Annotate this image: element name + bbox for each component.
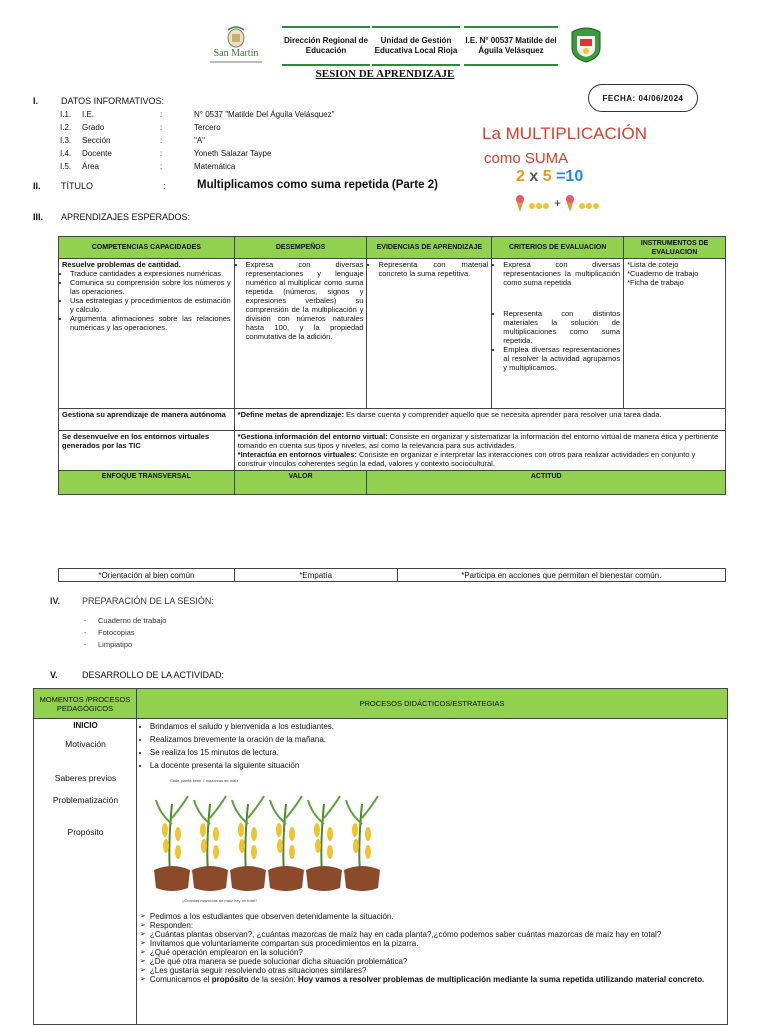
moments-header: MOMENTOS /PROCESOS PEDAGÓGICOS	[34, 689, 137, 719]
san-martin-logo	[206, 24, 266, 68]
moment-saberes: Saberes previos	[54, 773, 117, 783]
list-item: • La docente presenta la siguiente situación	[150, 759, 724, 772]
evidencias-cell	[367, 259, 492, 409]
list-bullet: -	[84, 640, 87, 649]
strategies-cell	[136, 719, 727, 1025]
section-4-title: PREPARACIÓN DE LA SESIÓN:	[82, 596, 214, 606]
multiplication-banner	[476, 118, 666, 218]
instrumento-item: *Ficha de trabajo	[627, 278, 684, 287]
purpose-item	[140, 975, 724, 984]
section-3-title: APRENDIZAJES ESPERADOS:	[61, 212, 191, 222]
tic-text-1: Consiste en organizar y sistematizar la información del entorno virtual de manera ética y pertinente tomando en cuenta sus tipos y niveles, así como la relevancia para sus actividades.	[237, 432, 719, 450]
info-row	[60, 110, 460, 122]
competencias-cell	[59, 259, 235, 409]
step-item: ➢ ¿De qué otra manera se puede solucionar dicha situación problemática?	[140, 957, 724, 966]
capacidades-list	[62, 269, 231, 332]
section-5-number: V.	[50, 670, 58, 680]
info-code: I.3.	[60, 136, 72, 145]
list-item: • Brindamos el saludo y bienvenida a los estudiantes.	[150, 720, 724, 733]
moment-problematizacion: Problematización	[52, 795, 119, 805]
list-item: Limpiatipo	[98, 640, 133, 649]
info-row	[60, 136, 460, 148]
aprendizajes-table	[58, 236, 726, 495]
list-bullet: -	[84, 616, 87, 625]
ice-cream-icons	[512, 194, 612, 214]
info-value: Tercero	[194, 123, 221, 132]
enfoque-header: ENFOQUE TRANSVERSAL	[59, 471, 235, 495]
section-1-heading	[33, 96, 233, 108]
purpose-prefix: Comunicamos el	[149, 975, 212, 984]
moment-proposito: Propósito	[67, 827, 104, 837]
section-2-heading	[33, 179, 473, 195]
capacidad-item: • Usa estrategias y procedimientos de estimación y cálculo.	[70, 296, 231, 314]
autonoma-bold: *Define metas de aprendizaje:	[237, 410, 344, 419]
info-row	[60, 149, 460, 161]
list-item: Cuaderno de trabajo	[98, 616, 167, 625]
info-code: I.5.	[60, 162, 72, 171]
banner-line2: como SUMA	[484, 150, 569, 167]
purpose-bold-2: Hoy vamos a resolver problemas de multiplicación mediante la suma repetida utilizando material concreto.	[297, 975, 705, 984]
section-3-heading	[33, 212, 293, 224]
list-bullet: -	[84, 628, 87, 637]
criterio-item: • Expresa con diversas representaciones la multiplicación como suma repetida	[503, 260, 620, 287]
banner-expr-a: 2	[516, 168, 525, 185]
autonoma-label-cell: Gestiona su aprendizaje de manera autónoma	[59, 409, 235, 431]
info-value: "A"	[194, 136, 206, 145]
actitud-value: *Participa en acciones que permitan el bienestar común.	[397, 569, 725, 582]
list-item: Fotocopias	[98, 628, 135, 637]
desempenos-cell	[234, 259, 367, 409]
banner-plus: +	[554, 196, 562, 210]
info-sep: :	[160, 162, 163, 171]
banner-expr-eq: =10	[556, 168, 584, 185]
preparation-list	[84, 616, 284, 652]
steps-list	[140, 912, 724, 984]
col-header-evidencias: EVIDENCIAS DE APRENDIZAJE	[367, 237, 492, 259]
section-2-sep: :	[163, 181, 166, 191]
list-item: • Realizamos brevemente la oración de la mañana.	[150, 733, 724, 746]
inicio-bullets	[140, 720, 724, 772]
col-header-competencias: COMPETENCIAS CAPACIDADES	[59, 237, 235, 259]
capacidad-item: • Comunica su comprensión sobre los números y las operaciones.	[70, 278, 231, 296]
info-value: N° 0537 "Matilde Del Águila Velásquez"	[194, 110, 335, 119]
capacidad-item: • Argumenta afirmaciones sobre las relaciones numéricas y las operaciones.	[70, 314, 231, 332]
section-5-title: DESARROLLO DE LA ACTIVIDAD:	[82, 670, 225, 680]
instrumento-item: *Cuaderno de trabajo	[627, 269, 699, 278]
section-4-heading	[50, 596, 310, 608]
list-item: • Se realiza los 15 minutos de lectura.	[150, 746, 724, 759]
criterios-cell	[492, 259, 624, 409]
info-code: I.1.	[60, 110, 72, 119]
section-2-label: TÍTULO	[61, 181, 94, 191]
col-header-desempenos: DESEMPEÑOS	[234, 237, 367, 259]
moment-inicio: INICIO	[73, 721, 98, 730]
enfoque-value: *Orientación al bien común	[59, 569, 235, 582]
image-caption-bottom: ¿Cuántas mazorcas de maíz hay en total?	[181, 898, 258, 903]
section-1-number: I.	[33, 96, 39, 106]
section-3-number: III.	[33, 212, 44, 222]
enfoque-values-table	[58, 568, 726, 582]
image-caption-top: Cada planta tiene 7 mazorcas de maíz	[169, 778, 239, 783]
actitud-header: ACTITUD	[367, 471, 726, 495]
header-box-ugel: Unidad de Gestión Educativa Local Rioja	[372, 26, 460, 66]
evidencia-item: • Representa con material concreto la suma repetitiva.	[378, 260, 488, 278]
moment-motivacion: Motivación	[65, 739, 106, 749]
info-value: Matemática	[194, 162, 236, 171]
step-item: ➢ Responden:	[140, 921, 724, 930]
info-sep: :	[160, 110, 163, 119]
tic-text-cell	[234, 431, 725, 471]
instrumento-item: *Lista de cotejo	[627, 260, 679, 269]
valor-header: VALOR	[234, 471, 367, 495]
step-item: ➢ ¿Qué operación emplearon en la solución?	[140, 948, 724, 957]
info-label: Docente	[82, 149, 112, 158]
info-label: Grado	[82, 123, 105, 132]
section-2-title-value: Multiplicamos como suma repetida (Parte 2)	[197, 179, 438, 191]
info-code: I.4.	[60, 149, 72, 158]
header-box-ie: I.E. N° 00537 Matilde del Águila Velásquez	[464, 26, 558, 66]
info-sep: :	[160, 149, 163, 158]
banner-expr-b: 5	[542, 168, 552, 185]
section-2-number: II.	[33, 181, 41, 191]
info-code: I.2.	[60, 123, 72, 132]
step-item: ➢ ¿Cuántas plantas observan?, ¿cuántas mazorcas de maíz hay en cada planta?,¿cómo podemos saber cuántas mazorcas de maíz hay en total?	[140, 930, 724, 939]
col-header-criterios: CRITERIOS DE EVALUACION	[492, 237, 624, 259]
info-sep: :	[160, 136, 163, 145]
criterio-item: • Representa con distintos materiales la solución de multiplicaciones como suma repetida.	[503, 309, 620, 345]
criterio-item: • Emplea diversas representaciones al resolver la actividad agrupamos y multiplicamos.	[503, 345, 620, 372]
moments-cell	[34, 719, 137, 1025]
strategies-header: PROCESOS DIDÁCTICOS/ESTRATEGIAS	[136, 689, 727, 719]
tic-text-2: Consiste en organizar e interpretar las interacciones con otros para realizar actividades en conjunto y construir vínculos coherentes según la edad, valores y contexto sociocultural.	[237, 450, 696, 468]
info-sep: :	[160, 123, 163, 132]
desempeno-item: • Expresa con diversas representaciones y lenguaje numérico al multiplicar como suma repetida (números, signos y expresiones verbales) su comprensión de la multiplicación y división con números naturales hasta 100, y la propiedad conmutativa de la adición.	[246, 260, 364, 341]
step-item: ➢ Invitamos que voluntariamente compartan sus procedimientos en la pizarra.	[140, 939, 724, 948]
tic-bold-2: *Interactúa en entornos virtuales:	[237, 450, 357, 459]
banner-line1: La MULTIPLICACIÓN	[482, 124, 648, 143]
corn-plants-image	[152, 776, 382, 904]
section-5-heading	[50, 670, 310, 682]
capacidad-item: • Traduce cantidades a expresiones numéricas.	[70, 269, 231, 278]
tic-bold-1: *Gestiona información del entorno virtual:	[237, 432, 388, 441]
info-label: I.E.	[82, 110, 95, 119]
banner-expression	[516, 168, 583, 186]
desarrollo-table	[33, 688, 728, 1025]
section-4-number: IV.	[50, 596, 61, 606]
autonoma-text-cell	[234, 409, 725, 431]
logo-underline	[210, 61, 262, 63]
col-header-instrumentos: INSTRUMENTOS DE EVALUACION	[624, 237, 726, 259]
fecha-badge: FECHA: 04/06/2024	[588, 84, 698, 112]
purpose-bold-1: propósito	[211, 975, 249, 984]
section-1-title: DATOS INFORMATIVOS:	[61, 96, 165, 106]
logo-text: San Martín	[213, 48, 259, 59]
school-crest-icon	[566, 26, 606, 64]
info-label: Sección	[82, 136, 111, 145]
info-row	[60, 123, 460, 135]
valor-value: *Empatía	[234, 569, 397, 582]
page-title: SESION DE APRENDIZAJE	[315, 68, 455, 80]
info-value: Yoneth Salazar Taype	[194, 149, 272, 158]
purpose-mid: de la sesión:	[248, 975, 298, 984]
instrumentos-cell	[624, 259, 726, 409]
info-label: Área	[82, 162, 99, 171]
step-item: ➢ ¿Les gustaría seguir resolviendo otras situaciones similares?	[140, 966, 724, 975]
info-row	[60, 162, 460, 174]
competencia-title: Resuelve problemas de cantidad.	[62, 260, 181, 269]
corn-plants-icon	[152, 784, 382, 894]
tic-label-cell: Se desenvuelve en los entornos virtuales generados por las TIC	[59, 431, 235, 471]
banner-expr-op: x	[529, 168, 539, 185]
header-box-direccion: Dirección Regional de Educación	[282, 26, 370, 66]
autonoma-text: Es darse cuenta y comprender aquello que se necesita aprender para resolver una tarea dada.	[343, 410, 662, 419]
step-item: ➢ Pedimos a los estudiantes que observen detenidamente la situación.	[140, 912, 724, 921]
